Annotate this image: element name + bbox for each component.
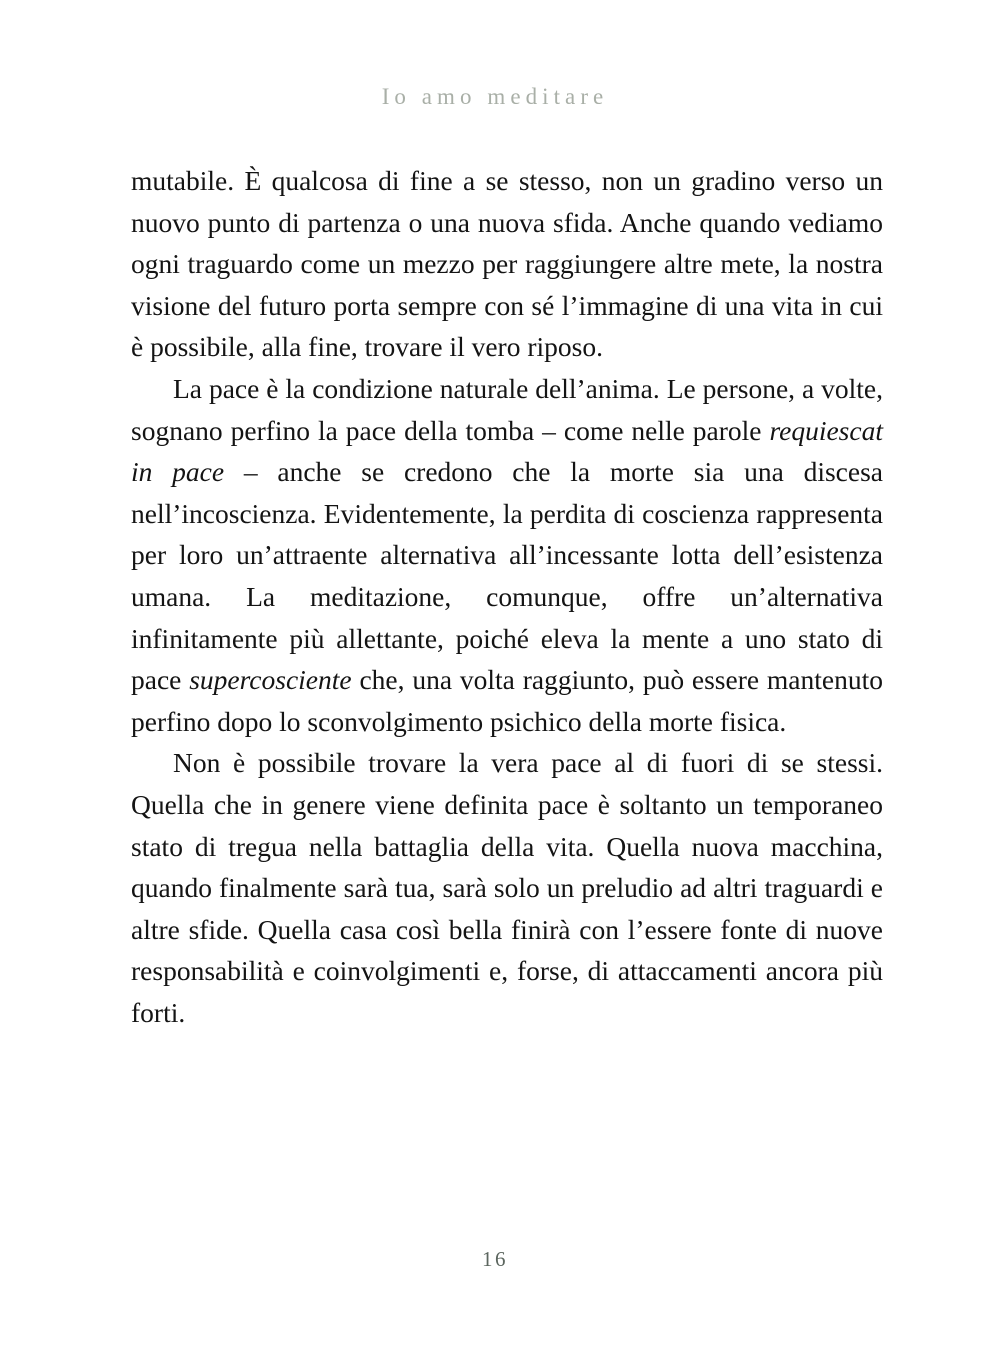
text-segment: La pace è la condizione naturale dell’anima. Le persone, a volte, sognano perfino la pace della tomba – come nelle parole — [131, 372, 883, 446]
text-block — [131, 160, 883, 1033]
paragraph — [131, 160, 883, 368]
text-segment: che, una volta raggiunto, può essere mantenuto perfino dopo lo sconvolgimento psichico della morte fisica. — [131, 664, 884, 737]
page-number: 16 — [481, 1247, 509, 1271]
paragraph — [131, 368, 883, 742]
italic-text-segment: supercosciente — [189, 664, 352, 696]
paragraph — [131, 742, 883, 1033]
text-segment: Non è possibile trovare la vera pace al di fuori di se stessi. Quella che in genere viene definita pace è soltanto un temporaneo stato di tregua nella battaglia della vita. Quella nuova macchina, quando finalmente sarà tua, sarà solo un preludio ad altri traguardi e altre sfide. Quella casa così bella finirà con l’essere fonte di nuove responsabilità e coinvolgimenti e, forse, di attaccamenti ancora più forti. — [131, 747, 883, 1028]
italic-text-segment: requiescat in pace — [131, 414, 883, 488]
text-segment: – anche se credono che la morte sia una discesa nell’incoscienza. Evidentemente, la perdita di coscienza rappresenta per loro un’attraente alternativa all’incessante lotta dell’esistenza umana. La meditazione, comunque, offre un’alternativa infinitamente più allettante, poiché eleva la mente a uno stato di pace — [131, 456, 883, 696]
running-header: Io amo meditare — [381, 84, 609, 109]
text-segment: mutabile. È qualcosa di fine a se stesso, non un gradino verso un nuovo punto di partenza o una nuova sfida. Anche quando vediamo ogni traguardo come un mezzo per raggiungere altre mete, la nostra visione del futuro porta sempre con sé l’immagine di una vita in cui è possibile, alla fine, trovare il vero riposo. — [131, 165, 883, 363]
